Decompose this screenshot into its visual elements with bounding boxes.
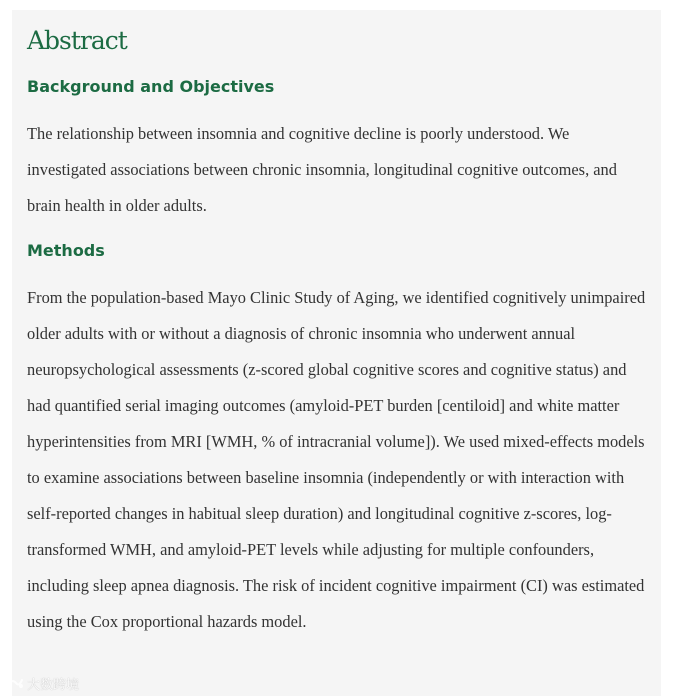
watermark <box>6 674 79 692</box>
background-objectives-heading: Background and Objectives <box>27 77 275 96</box>
methods-heading: Methods <box>27 241 105 260</box>
background-objectives-text: The relationship between insomnia and cognitive decline is poorly understood. We investigated associations between chronic insomnia, longitudinal cognitive outcomes, and brain health in older adults. <box>27 124 617 215</box>
abstract-title: Abstract <box>27 26 127 55</box>
watermark-text: 大数跨境 <box>27 677 80 693</box>
methods-text: From the population-based Mayo Clinic Study of Aging, we identified cognitively unimpaired older adults with or without a diagnosis of chronic insomnia who underwent annual neuropsychological assessments (z-scored global cognitive scores and cognitive status) and had quantified serial imaging outcomes (amyloid-PET burden [centiloid] and white matter hyperintensities from MRI [WMH, % of intracranial volume]). We used mixed-effects models to examine associations between baseline insomnia (independently or with interaction with self-reported changes in habitual sleep duration) and longitudinal cognitive z-scores, log-transformed WMH, and amyloid-PET levels while adjusting for multiple confounders, including sleep apnea diagnosis. The risk of incident cognitive impairment (CI) was estimated using the Cox proportional hazards model. <box>27 288 646 631</box>
logo-icon <box>6 676 24 690</box>
abstract-panel <box>12 10 661 696</box>
